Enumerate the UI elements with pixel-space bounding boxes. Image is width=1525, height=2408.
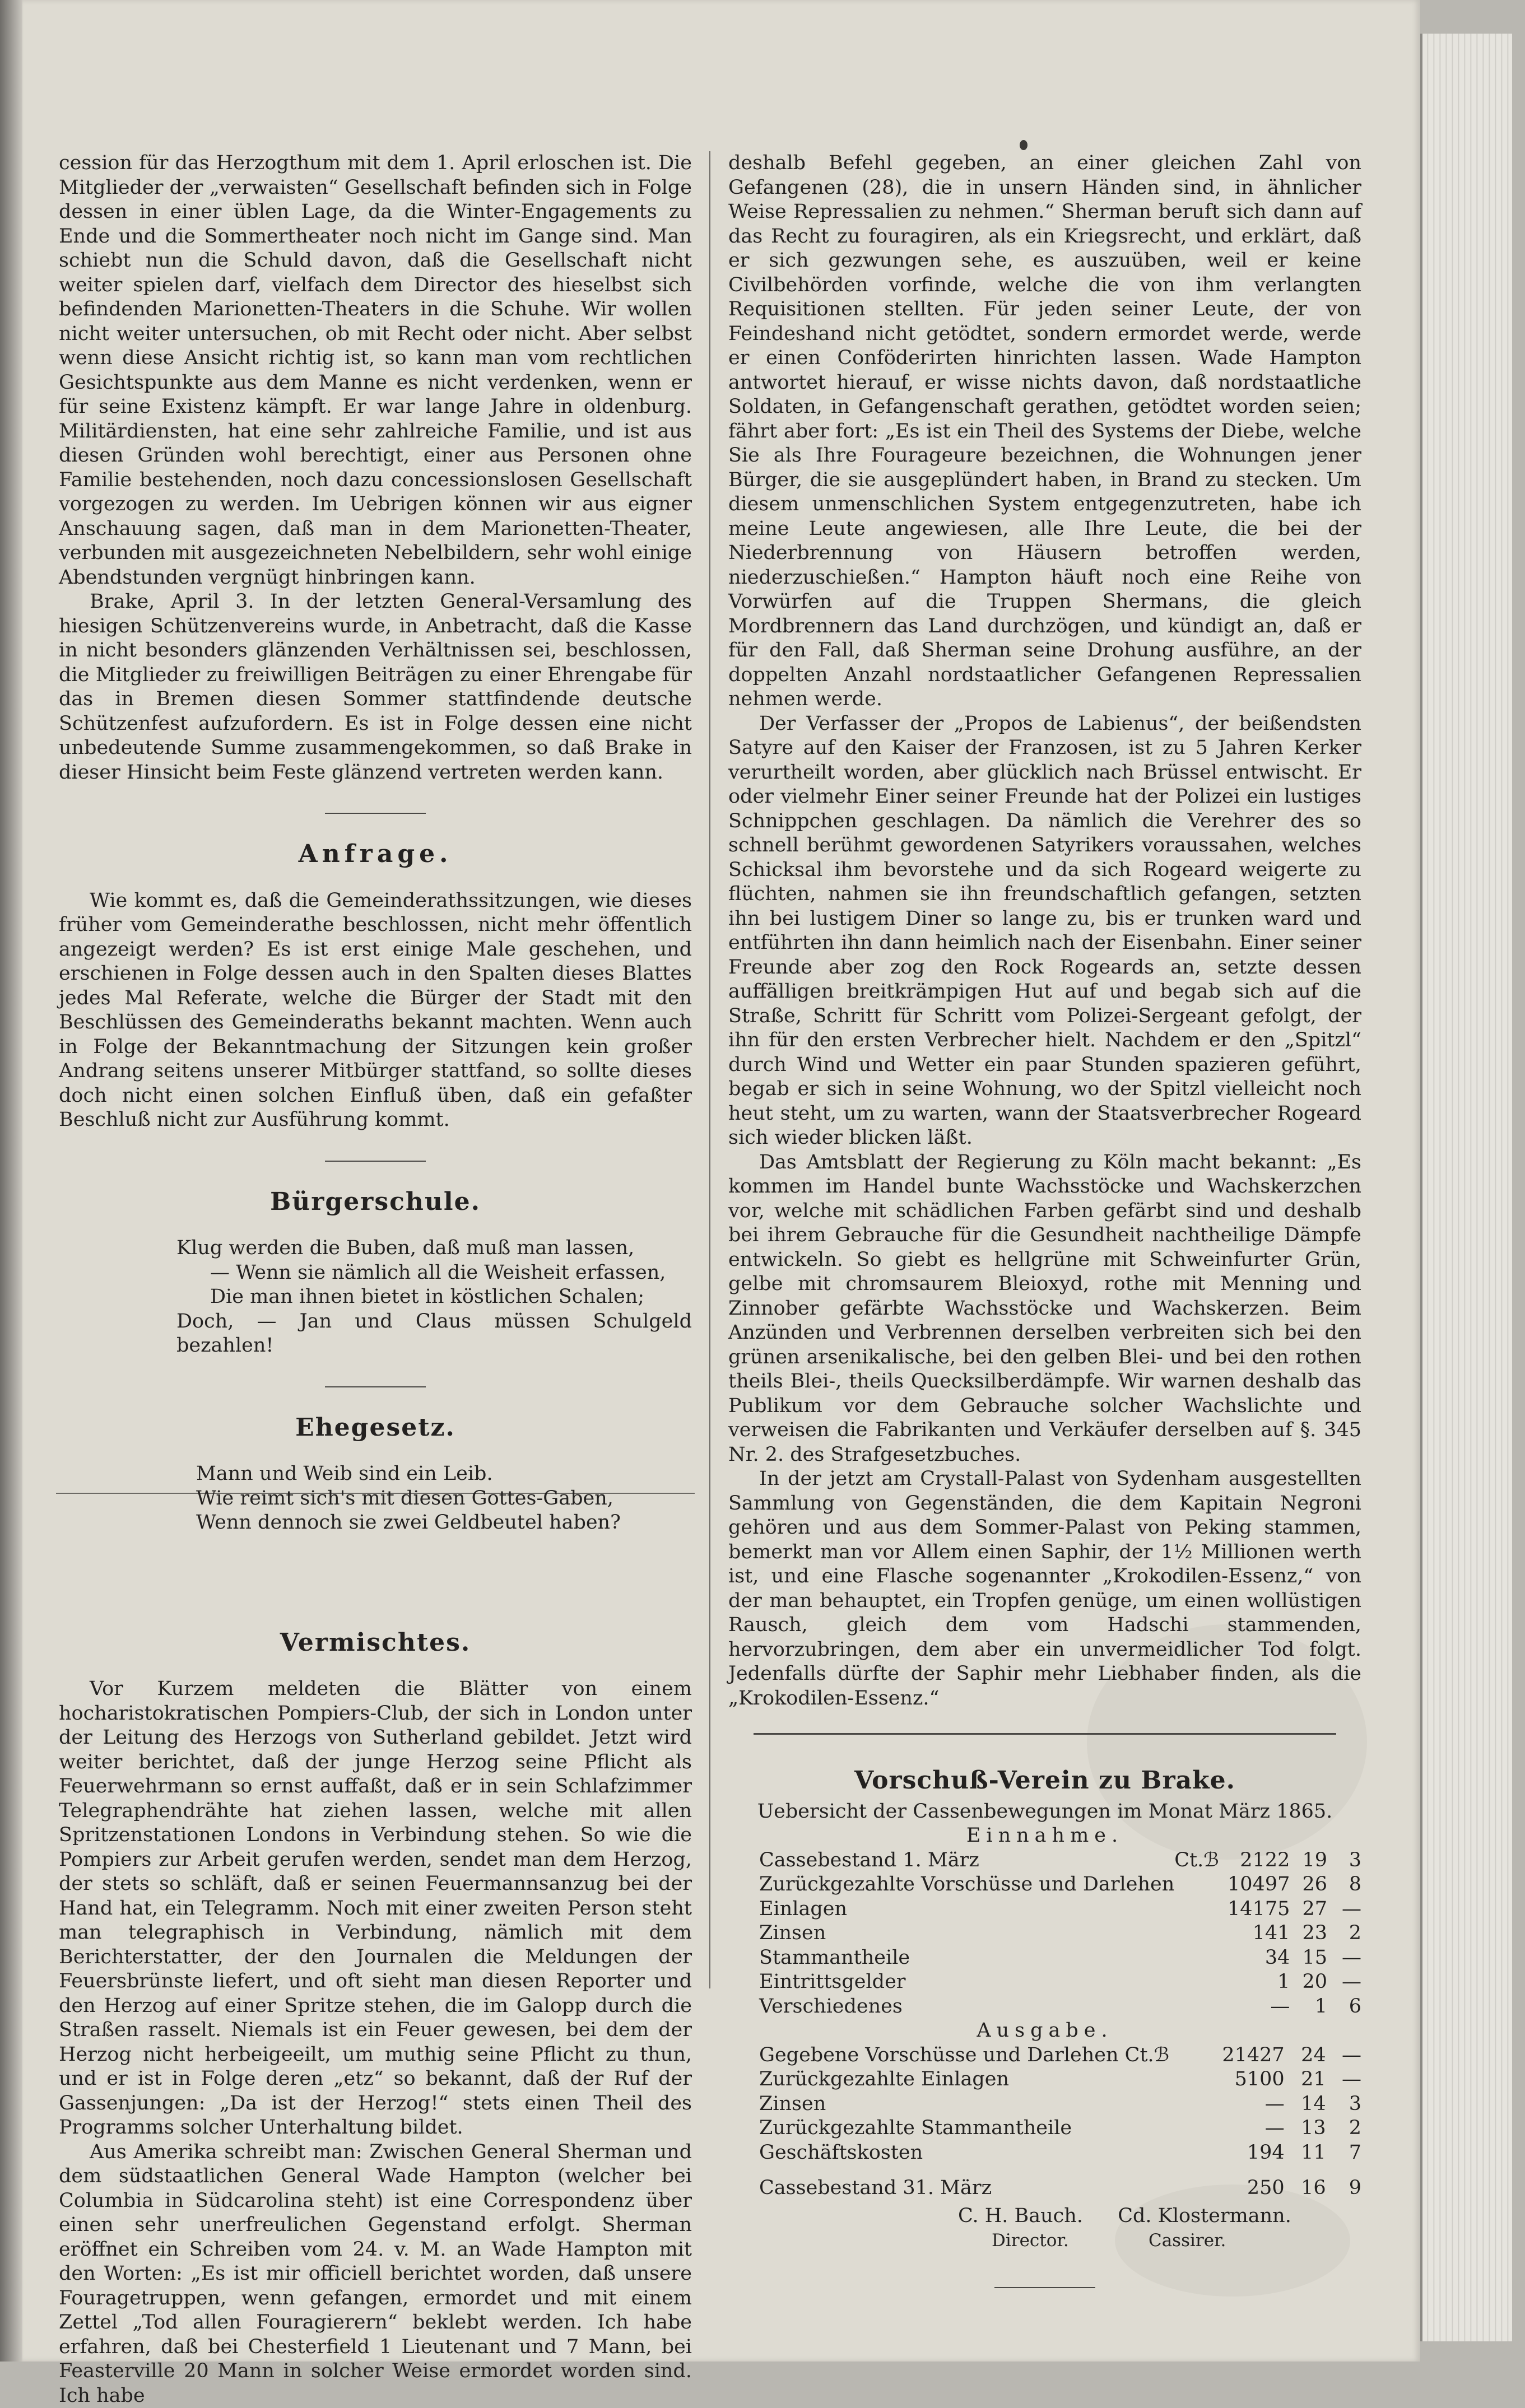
- amount-groten: 24: [1294, 2043, 1340, 2068]
- amount-groten: 15: [1299, 1946, 1341, 1971]
- article-paragraph: deshalb Befehl gegeben, an einer gleichen Zahl von Gefangenen (28), die in unsern Händen sind, in ähnlicher Weise Repressalien zu nehmen.“ Sherman beruft sich dann auf das Recht zu fouragiren, als ein Kriegsrecht, und erklärt, daß er sich gezwungen sehe, es auszuüben, weil er keine Civilbehörden vorfinde, welche die von ihm verlangten Requisitionen stellten. Für jeden seiner Leute, der von Feindeshand nicht getödtet, sondern ermordet werde, werde er einen Conföderirten hinrichten lassen. Wade Hampton antwortet hierauf, er wisse nichts davon, daß nordstaatliche Soldaten, in Gefangenschaft gerathen, getödtet worden seien; fährt aber fort: „Es ist ein Theil des Systems der Diebe, welche Sie als Ihre Fourageure bezeichnen, die Wohnungen jener Bürger, die sie ausgeplündert haben, in Brand zu stecken. Um diesem unmenschlichen System entgegenzutreten, habe ich meine Leute angewiesen, alle Ihre Leute, die bei der Niederbrennung von Häusern betroffen werden, niederzuschießen.“ Hampton häuft noch eine Reihe von Vorwürfen auf die Truppen Shermans, die gleich Mordbrennern das Land durchzögen, und kündigt an, daß er für den Fall, daß Sherman seine Drohung ausführe, an der doppelten Anzahl nordstaatlicher Gefangenen Repressalien nehmen werde.: [728, 151, 1361, 712]
- article-paragraph: In der jetzt am Crystall-Palast von Sydenham ausgestellten Sammlung von Gegenständen, die dem Kapitain Negroni gehören und aus dem Sommer-Palast von Peking stammen, bemerkt man vor Allem einen Saphir, der 1½ Millionen werth ist, und eine Flasche sogenannter „Krokodilen-Essenz,“ von der man behauptet, ein Tropfen genüge, um einen wollüstigen Rausch, gleich dem vom Hadschi stammenden, hervorzubringen, dem aber ein unvermeidlicher Tod folgt. Jedenfalls dürfte der Saphir mehr Liebhaber finden, als die „Krokodilen-Essenz.“: [728, 1467, 1361, 1711]
- row-label: Cassebestand 31. März: [759, 2176, 1169, 2201]
- table-row: [759, 1946, 1361, 1971]
- currency-symbol: [1174, 1995, 1219, 2019]
- amount-schwaren: —: [1341, 1897, 1361, 1922]
- amount-schwaren: 3: [1341, 1848, 1361, 1873]
- poem-line: Doch, — Jan und Claus müssen Schulgeld bezahlen!: [176, 1310, 692, 1358]
- amount-schwaren: —: [1341, 1970, 1361, 1995]
- anfrage-text: Wie kommt es, daß die Gemeinderathssitzungen, wie dieses früher vom Gemeinderathe beschlossen, nicht mehr öffentlich angezeigt werden? Es ist erst einige Male geschehen, und erschienen in Folge dessen auch in den Spalten dieses Blattes jedes Mal Referate, welche die Bürger der Stadt mit den Beschlüssen des Gemeinderaths bekannt machten. Wenn auch in Folge der Bekanntmachung der Sitzungen kein großer Andrang seitens unserer Mitbürger stattfand, so sollte dieses doch nicht einen solchen Einfluß üben, daß ein gefaßter Beschluß nicht zur Ausführung kommt.: [59, 889, 692, 1133]
- amount-taler: —: [1219, 1995, 1299, 2019]
- separator-rule: [325, 1386, 426, 1387]
- amount-groten: 14: [1294, 2092, 1340, 2117]
- amount-groten: 16: [1294, 2176, 1340, 2201]
- currency-symbol: [1169, 2043, 1203, 2068]
- row-label: Cassebestand 1. März: [759, 1848, 1174, 1873]
- table-row: [759, 1921, 1361, 1946]
- currency-symbol: [1174, 1921, 1219, 1946]
- poem-line: Wenn dennoch sie zwei Geldbeutel haben?: [196, 1511, 692, 1535]
- article-paragraph: Vor Kurzem meldeten die Blätter von einem hocharistokratischen Pompiers-Club, der sich in London unter der Leitung des Herzogs von Sutherland gebildet. Jetzt wird weiter berichtet, daß der junge Herzog seine Pflicht als Feuerwehrmann so ernst auffaßt, daß er in sein Schlafzimmer Telegraphendrähte hat ziehen lassen, welche mit allen Spritzenstationen Londons in Verbindung stehen. So wie die Pompiers zur Arbeit gerufen werden, sendet man dem Herzog, der stets so schläft, daß er seinen Feuermannsanzug bei der Hand hat, ein Telegramm. Noch mit einer zweiten Person steht man telegraphisch in Verbindung, nämlich mit dem Berichterstatter, der den Journalen die Meldungen der Feuersbrünste liefert, und oft sieht man diesen Reporter und den Herzog auf einer Spritze stehen, die im Galopp durch die Straßen rasselt. Niemals ist ein Feuer gewesen, bei dem der Herzog nicht herbeigeeilt, um muthig seine Pflicht zu thun, und er ist in Folge deren „etz“ so bekannt, daß der Ruf der Gassenjungen: „Da ist der Herzog!“ stets einen Theil des Programms solcher Unterhaltung bildet.: [59, 1677, 692, 2140]
- currency-symbol: [1174, 1970, 1219, 1995]
- amount-taler: 14175: [1219, 1897, 1299, 1922]
- currency-symbol: [1174, 1946, 1219, 1971]
- amount-taler: 10497: [1219, 1873, 1299, 1897]
- article-paragraph: cession für das Herzogthum mit dem 1. April erloschen ist. Die Mitglieder der „verwaisten“ Gesellschaft befinden sich in Folge dessen in einer üblen Lage, da die Winter-Engagements zu Ende und die Sommertheater noch nicht im Gange sind. Man schiebt nun die Schuld davon, daß die Gesellschaft nicht weiter spielen darf, vielfach dem Director des hieselbst sich befindenden Marionetten-Theaters in die Schuhe. Wir wollen nicht weiter untersuchen, ob mit Recht oder nicht. Aber selbst wenn diese Ansicht richtig ist, so kann man vom rechtlichen Gesichtspunkte aus dem Manne es nicht verdenken, wenn er für seine Existenz kämpft. Er war lange Jahre in oldenburg. Militärdiensten, hat eine sehr zahlreiche Familie, und ist aus diesen Gründen wohl berechtigt, einer aus Personen ohne Familie bestehenden, noch dazu concessionslosen Gesellschaft vorgezogen zu werden. Im Uebrigen können wir aus eigner Anschauung sagen, daß man in dem Marionetten-Theater, verbunden mit ausgezeichneten Nebelbildern, sehr wohl einige Abendstunden vergnügt hinbringen kann.: [59, 151, 692, 590]
- separator-rule: [325, 813, 426, 814]
- table-row: [759, 1873, 1361, 1897]
- heading-buergerschule: Bürgerschule.: [59, 1190, 692, 1214]
- expense-table: [759, 2043, 1361, 2201]
- heading-ehegesetz: Ehegesetz.: [59, 1415, 692, 1440]
- currency-symbol: Ct.ℬ: [1174, 1848, 1219, 1873]
- amount-schwaren: —: [1340, 2043, 1361, 2068]
- amount-groten: 20: [1299, 1970, 1341, 1995]
- row-label: Einlagen: [759, 1897, 1174, 1922]
- amount-schwaren: 7: [1340, 2141, 1361, 2165]
- signature-director: C. H. Bauch.: [958, 2204, 1083, 2229]
- row-label: Geschäftskosten: [759, 2141, 1169, 2165]
- amount-schwaren: 2: [1341, 1921, 1361, 1946]
- amount-schwaren: 2: [1340, 2116, 1361, 2141]
- amount-taler: 21427: [1203, 2043, 1294, 2068]
- separator-rule: [994, 2287, 1095, 2288]
- currency-symbol: [1174, 1897, 1219, 1922]
- currency-symbol: [1174, 1873, 1219, 1897]
- signature-cashier: Cd. Klostermann.: [1118, 2204, 1291, 2229]
- expense-heading: Ausgabe.: [728, 2019, 1361, 2043]
- table-row: [759, 2067, 1361, 2092]
- income-table: [759, 1848, 1361, 2019]
- table-row: [759, 1848, 1361, 1873]
- row-label: Zinsen: [759, 2092, 1169, 2117]
- amount-groten: 23: [1299, 1921, 1341, 1946]
- table-row: [759, 1970, 1361, 1995]
- spacer: [59, 1535, 692, 1631]
- column-divider: [709, 151, 710, 1988]
- currency-symbol: [1169, 2176, 1203, 2201]
- table-row: [759, 2141, 1361, 2165]
- table-row: [759, 1897, 1361, 1922]
- page-stack-edge: [1420, 34, 1512, 2341]
- table-row: [759, 2116, 1361, 2141]
- signature-roles: [728, 2228, 1361, 2253]
- currency-symbol: [1169, 2116, 1203, 2141]
- currency-symbol: [1169, 2067, 1203, 2092]
- amount-taler: 250: [1203, 2176, 1294, 2201]
- amount-taler: 5100: [1203, 2067, 1294, 2092]
- table-row: [759, 1995, 1361, 2019]
- role-director: Director.: [992, 2230, 1069, 2251]
- table-row: [759, 2043, 1361, 2068]
- row-label: Zurückgezahlte Einlagen: [759, 2067, 1169, 2092]
- currency-symbol: [1169, 2092, 1203, 2117]
- poem-ehegesetz: [196, 1462, 692, 1535]
- amount-schwaren: —: [1341, 1946, 1361, 1971]
- row-label: Verschiedenes: [759, 1995, 1174, 2019]
- row-label: Gegebene Vorschüsse und Darlehen Ct.ℬ: [759, 2043, 1169, 2068]
- amount-taler: —: [1203, 2116, 1294, 2141]
- poem-line: Klug werden die Buben, daß muß man lassen,: [176, 1236, 692, 1261]
- amount-groten: 11: [1294, 2141, 1340, 2165]
- book-gutter-edge: [0, 0, 22, 2362]
- amount-taler: 34: [1219, 1946, 1299, 1971]
- income-heading: Einnahme.: [728, 1824, 1361, 1848]
- amount-groten: 26: [1299, 1873, 1341, 1897]
- amount-taler: 1: [1219, 1970, 1299, 1995]
- poem-line: Die man ihnen bietet in köstlichen Schalen;: [176, 1285, 692, 1310]
- amount-taler: 194: [1203, 2141, 1294, 2165]
- heading-vermischtes: Vermischtes.: [59, 1631, 692, 1655]
- amount-schwaren: 8: [1341, 1873, 1361, 1897]
- row-label: Zurückgezahlte Stammantheile: [759, 2116, 1169, 2141]
- finance-subtitle: Uebersicht der Cassenbewegungen im Monat März 1865.: [728, 1800, 1361, 1824]
- closing-balance-row: [759, 2176, 1361, 2201]
- amount-taler: —: [1203, 2092, 1294, 2117]
- amount-groten: 19: [1299, 1848, 1341, 1873]
- heading-anfrage: Anfrage.: [59, 842, 692, 867]
- article-paragraph: Das Amtsblatt der Regierung zu Köln macht bekannt: „Es kommen im Handel bunte Wachsstöcke und Wachskerzchen vor, welche mit schädlichen Farben gefärbt sind und deshalb bei ihrem Gebrauche für die Gesundheit nachtheilige Dämpfe entwickeln. So giebt es hellgrüne mit Schweinfurter Grün, gelbe mit chromsaurem Bleioxyd, rothe mit Menning und Zinnober gefärbte Wachsstöcke und Wachskerzen. Beim Anzünden und Verbrennen derselben verbreiten sich bei den grünen arsenikalische, bei den gelben Blei- und bei den rothen theils Blei-, theils Quecksilberdämpfe. Wir warnen deshalb das Publikum vor dem Gebrauche solcher Wachslichte und verweisen die Fabrikanten und Verkäufer derselben auf §. 345 Nr. 2. des Strafgesetzbuches.: [728, 1151, 1361, 1468]
- row-label: Stammantheile: [759, 1946, 1174, 1971]
- poem-line: — Wenn sie nämlich all die Weisheit erfassen,: [176, 1261, 692, 1285]
- separator-rule: [754, 1733, 1336, 1735]
- amount-taler: 141: [1219, 1921, 1299, 1946]
- row-label: Zinsen: [759, 1921, 1174, 1946]
- amount-schwaren: 6: [1341, 1995, 1361, 2019]
- poem-buergerschule: [176, 1236, 692, 1358]
- amount-groten: 21: [1294, 2067, 1340, 2092]
- finance-title: Vorschuß-Verein zu Brake.: [728, 1768, 1361, 1793]
- left-column: [59, 151, 692, 2408]
- amount-schwaren: 9: [1340, 2176, 1361, 2201]
- currency-symbol: [1169, 2141, 1203, 2165]
- article-paragraph: Der Verfasser der „Propos de Labienus“, der beißendsten Satyre auf den Kaiser der Franzosen, ist zu 5 Jahren Kerker verurtheilt worden, aber glücklich nach Brüssel entwischt. Er oder vielmehr Einer seiner Freunde hat der Polizei ein lustiges Schnippchen geschlagen. Da nämlich die Verehrer des so schnell berühmt gewordenen Satyrikers voraussahen, welches Schicksal ihm bevorstehe und da sich Rogeard weigerte zu flüchten, nahmen sie ihn freundschaftlich gefangen, setzten ihn bei lustigem Diner so lange zu, bis er trunken ward und entführten ihn dann heimlich nach der Eisenbahn. Einer seiner Freunde aber zog den Rock Rogeards an, setzte dessen auffälligen breitkrämpigen Hut auf und begab sich auf die Straße, Schritt für Schritt vom Polizei-Sergeant gefolgt, der ihn für den ersten Verbrecher hielt. Nachdem er den „Spitzl“ durch Wind und Wetter ein paar Stunden spazieren geführt, begab er sich in seine Wohnung, wo der Spitzl vielleicht noch heut steht, um zu warten, wann der Staatsverbrecher Rogeard sich wieder blicken läßt.: [728, 712, 1361, 1151]
- ink-mark: [1020, 140, 1027, 150]
- table-row: [759, 2092, 1361, 2117]
- amount-groten: 27: [1299, 1897, 1341, 1922]
- article-paragraph: Brake, April 3. In der letzten General-Versamlung des hiesigen Schützenvereins wurde, in Anbetracht, daß die Kasse in nicht besonders glänzenden Verhältnissen sei, beschlossen, die Mitglieder zu freiwilligen Beiträgen zu einer Ehrengabe für das in Bremen diesen Sommer stattfindende deutsche Schützenfest aufzufordern. Es ist in Folge dessen eine nicht unbedeutende Summe zusammengekommen, so daß Brake in dieser Hinsicht beim Feste glänzend vertreten werden kann.: [59, 590, 692, 785]
- spacer-row: [759, 2165, 1361, 2176]
- row-label: Zurückgezahlte Vorschüsse und Darlehen: [759, 1873, 1174, 1897]
- amount-taler: 2122: [1219, 1848, 1299, 1873]
- role-cashier: Cassirer.: [1149, 2230, 1226, 2251]
- right-column: [728, 151, 1361, 2316]
- article-paragraph: Aus Amerika schreibt man: Zwischen General Sherman und dem südstaatlichen General Wade Hampton (welcher bei Columbia in Südcarolina steht) ist eine Correspondenz über einen sehr unerfreulichen Gegenstand erfolgt. Sherman eröffnet ein Schreiben vom 24. v. M. an Wade Hampton mit den Worten: „Es ist mir officiell berichtet worden, daß unsere Fouragetruppen, wenn gefangen, ermordet und mit einem Zettel „Tod allen Fouragierern“ beklebt werden. Ich habe erfahren, daß bei Chesterfield 1 Lieutenant und 7 Mann, bei Feasterville 20 Mann in solcher Weise ermordet worden sind. Ich habe: [59, 2140, 692, 2408]
- poem-line: Mann und Weib sind ein Leib.: [196, 1462, 692, 1487]
- row-label: Eintrittsgelder: [759, 1970, 1174, 1995]
- poem-line: Wie reimt sich's mit diesen Gottes-Gaben,: [196, 1487, 692, 1511]
- amount-groten: 1: [1299, 1995, 1341, 2019]
- amount-schwaren: 3: [1340, 2092, 1361, 2117]
- amount-schwaren: —: [1340, 2067, 1361, 2092]
- amount-groten: 13: [1294, 2116, 1340, 2141]
- separator-rule: [325, 1161, 426, 1162]
- signatures: [958, 2204, 1361, 2229]
